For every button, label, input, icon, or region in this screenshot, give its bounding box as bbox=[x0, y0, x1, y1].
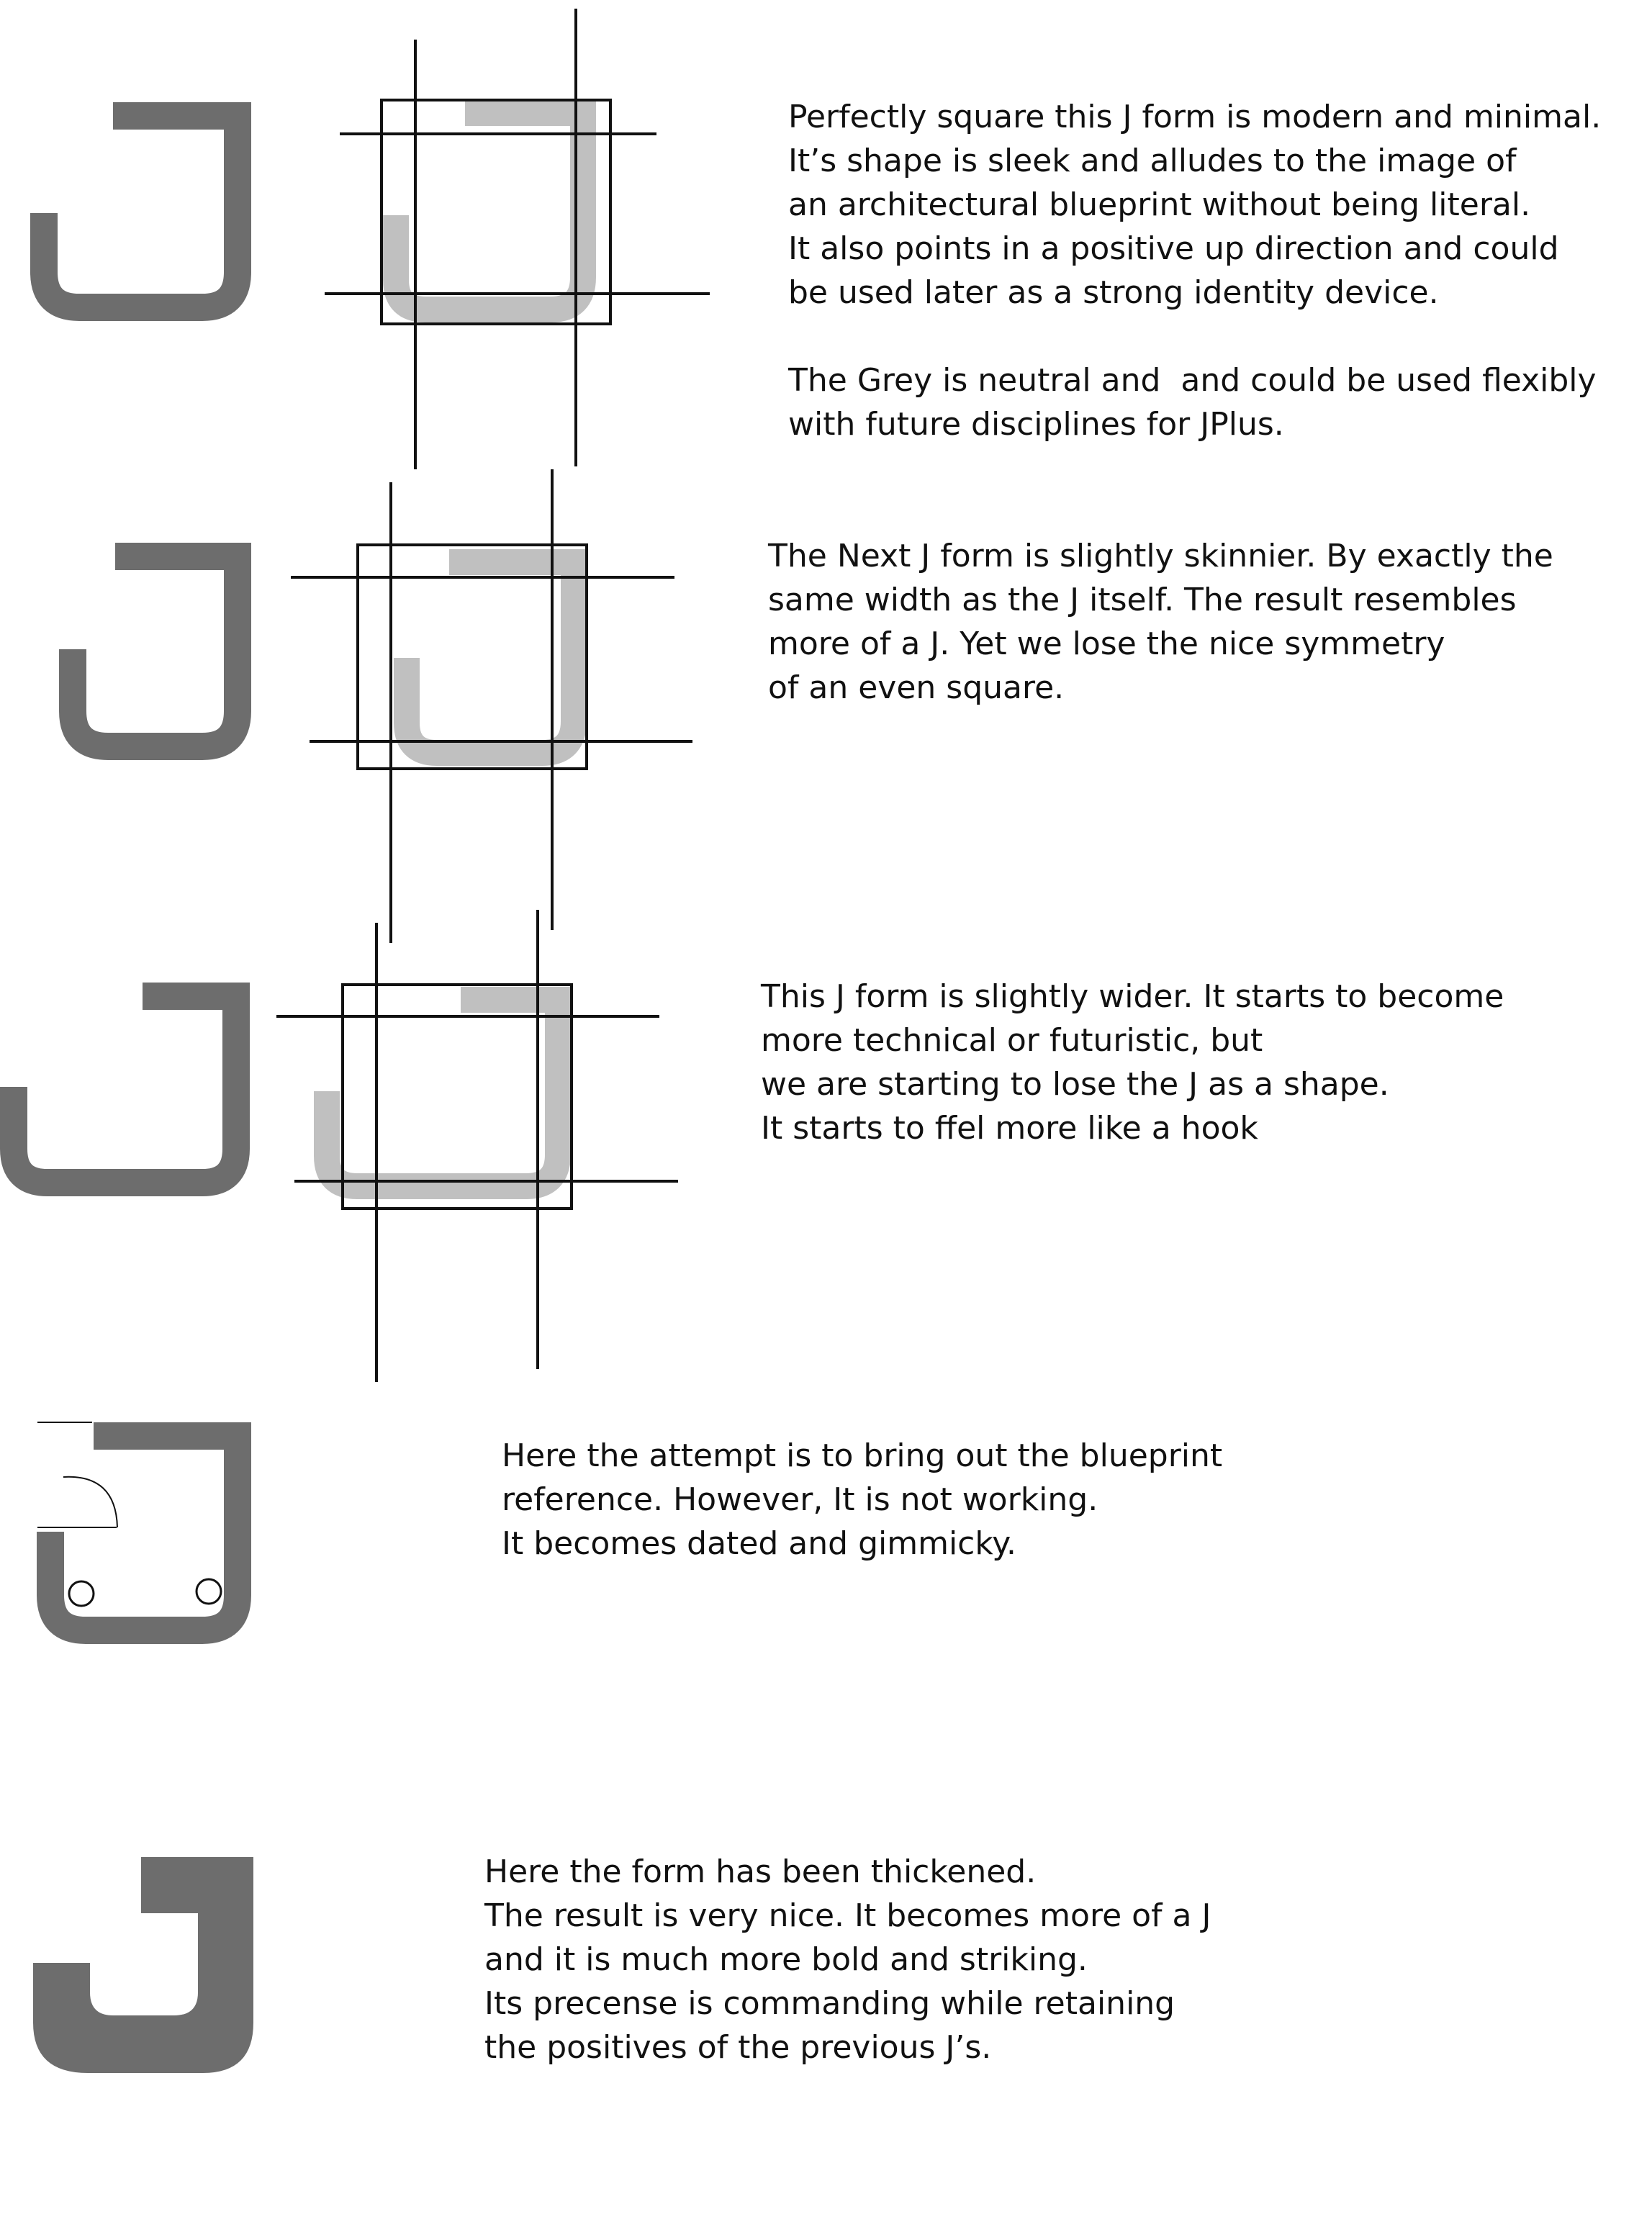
description-line: with future disciplines for JPlus. bbox=[788, 406, 1284, 443]
ghost-j-square bbox=[396, 113, 583, 310]
section-1-description bbox=[788, 95, 1601, 446]
j-construction-skinnier bbox=[291, 469, 692, 943]
j-letter-thickened[interactable] bbox=[33, 1857, 253, 2073]
section-5-artwork bbox=[33, 1857, 253, 2073]
section-3-description bbox=[761, 975, 1504, 1150]
paragraph-gap bbox=[788, 315, 1601, 358]
description-line: Here the attempt is to bring out the blueprint bbox=[502, 1437, 1223, 1474]
description-line: This J form is slightly wider. It starts to become bbox=[761, 978, 1504, 1015]
j-construction-square bbox=[325, 9, 710, 469]
description-line: The Next J form is slightly skinnier. By exactly the bbox=[768, 538, 1553, 574]
description-line: we are starting to lose the J as a shape. bbox=[761, 1066, 1389, 1103]
j-letter-wider bbox=[14, 996, 236, 1183]
description-line: same width as the J itself. The result resembles bbox=[768, 582, 1517, 618]
blueprint-circle-right bbox=[197, 1579, 221, 1604]
section-5-description bbox=[484, 1850, 1211, 2069]
description-line: It also points in a positive up direction and could bbox=[788, 230, 1559, 267]
description-line: and it is much more bold and striking. bbox=[484, 1941, 1088, 1978]
section-3-artwork bbox=[14, 910, 678, 1382]
description-line: more of a J. Yet we lose the nice symmetry bbox=[768, 625, 1445, 662]
j-letter-skinnier bbox=[73, 556, 238, 746]
section-2-description bbox=[768, 534, 1553, 710]
description-line: It starts to ffel more like a hook bbox=[761, 1110, 1258, 1147]
description-line: more technical or futuristic, but bbox=[761, 1022, 1263, 1059]
ghost-j-skinnier bbox=[407, 562, 574, 753]
section-1-artwork bbox=[44, 9, 710, 469]
description-line: It becomes dated and gimmicky. bbox=[502, 1525, 1017, 1562]
blueprint-circle-left bbox=[69, 1581, 94, 1606]
description-line: the positives of the previous J’s. bbox=[484, 2029, 992, 2066]
j-letter-square bbox=[44, 116, 238, 307]
description-line: Its precense is commanding while retaining bbox=[484, 1985, 1175, 2022]
section-4-description bbox=[502, 1434, 1222, 1566]
description-line: Here the form has been thickened. bbox=[484, 1853, 1037, 1890]
section-4-artwork bbox=[35, 1414, 238, 1630]
door-mask bbox=[35, 1414, 94, 1530]
description-line: Perfectly square this J form is modern and minimal. bbox=[788, 99, 1602, 135]
ghost-j-wider bbox=[327, 1000, 558, 1186]
description-line: an architectural blueprint without being literal. bbox=[788, 186, 1531, 223]
description-line: be used later as a strong identity device. bbox=[788, 274, 1439, 311]
description-line: The result is very nice. It becomes more of a J bbox=[484, 1897, 1211, 1934]
description-line: reference. However, It is not working. bbox=[502, 1481, 1098, 1518]
description-line: of an even square. bbox=[768, 669, 1065, 706]
description-line: The Grey is neutral and and could be used flexibly bbox=[788, 362, 1597, 399]
section-2-artwork bbox=[73, 469, 692, 943]
description-line: It’s shape is sleek and alludes to the image of bbox=[788, 143, 1517, 179]
j-construction-wider bbox=[276, 910, 678, 1382]
